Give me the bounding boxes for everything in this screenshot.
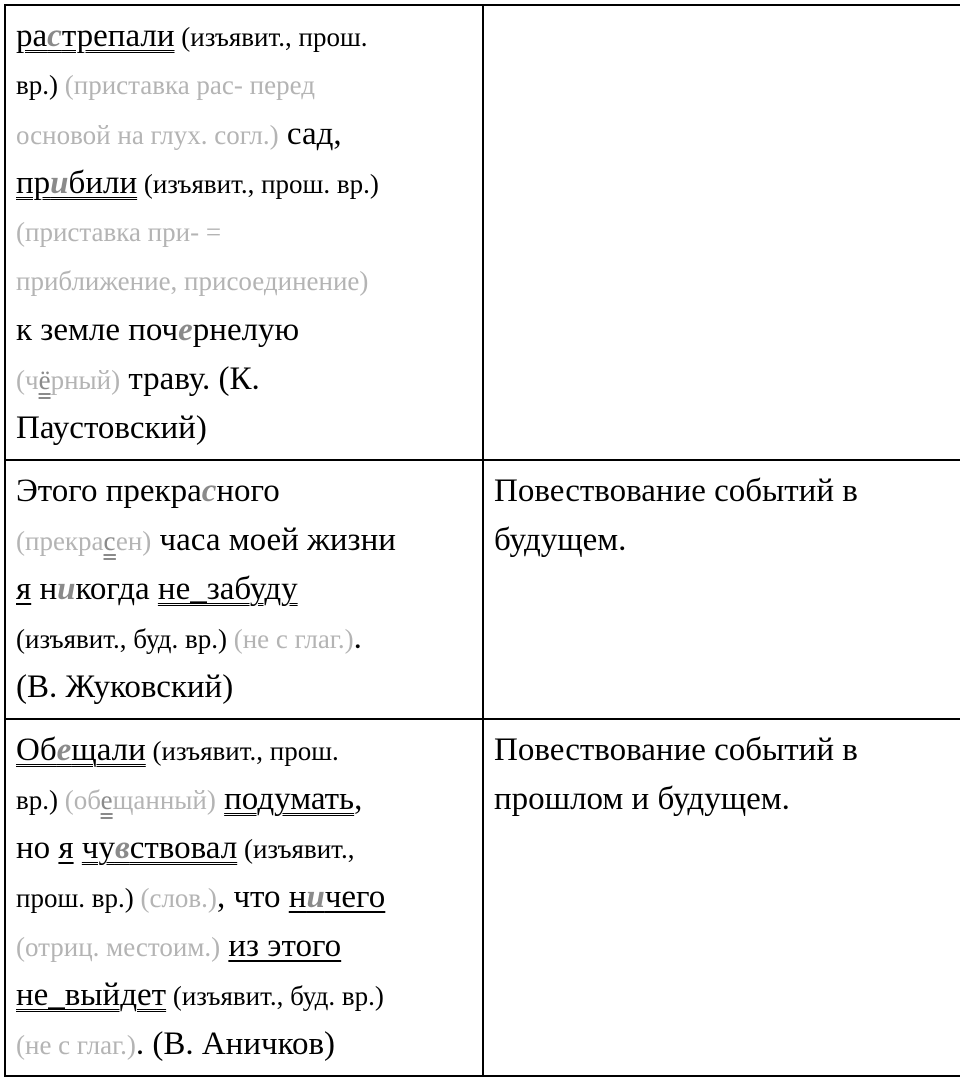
text-line: но я чувствовал (изъявит., — [16, 830, 355, 866]
predicate: подумать — [224, 781, 355, 817]
analysis-table — [4, 4, 960, 1077]
predicate: растрепали — [16, 18, 175, 54]
text-line: не_выйдет (изъявит., буд. вр.) — [16, 977, 384, 1013]
predicate: не_выйдет — [16, 977, 167, 1013]
text-line: Обещали (изъявит., прош. — [16, 732, 339, 768]
predicate: прибили — [16, 165, 138, 201]
table-row — [5, 5, 960, 460]
grammar-note: (приставка при- = — [16, 217, 222, 247]
text-line: прибили (изъявит., прош. вр.) — [16, 165, 379, 201]
description-cell — [483, 5, 960, 460]
text-line: растрепали (изъявит., прош. — [16, 18, 368, 54]
sentence-cell — [5, 460, 483, 719]
description-cell — [483, 719, 960, 1076]
description-text: Повествование событий в — [494, 732, 858, 768]
sentence-cell — [5, 5, 483, 460]
text-line: (чёрный) траву. (К. — [16, 361, 260, 397]
text-line: я никогда не_забуду — [16, 571, 298, 607]
text-line: (В. Жуковский) — [16, 669, 234, 705]
text-line — [16, 208, 472, 257]
text-line: Паустовский) — [16, 410, 207, 446]
predicate: Обещали — [16, 732, 146, 768]
description-cell — [483, 460, 960, 719]
description-text: будущем. — [494, 522, 627, 558]
description-text: прошлом и будущем. — [494, 781, 790, 817]
text-line: основой на глух. согл.) сад, — [16, 116, 342, 152]
text-line: (отриц. местоим.) из этого — [16, 928, 342, 964]
predicate: чувствовал — [81, 830, 238, 866]
text-line — [16, 257, 472, 306]
text-line: вр.) (приставка рас- перед — [16, 70, 315, 100]
text-line: вр.) (обещанный) подумать, — [16, 781, 363, 817]
text-line: к земле почернелую — [16, 312, 300, 348]
text-line: прош. вр.) (слов.), что ничего — [16, 879, 386, 915]
subject: я — [58, 830, 74, 866]
table-row — [5, 460, 960, 719]
grammar-note: основой на глух. согл.) — [16, 120, 279, 150]
grammar-note: приближение, присоединение) — [16, 266, 369, 296]
text-line: (изъявит., буд. вр.) (не с глаг.). — [16, 620, 362, 656]
text-line: (не с глаг.). (В. Аничков) — [16, 1026, 336, 1062]
description-text: Повествование событий в — [494, 473, 858, 509]
predicate: не_забуду — [157, 571, 298, 607]
object: из этого — [228, 928, 342, 964]
table-row — [5, 719, 960, 1076]
subject: я — [16, 571, 32, 607]
subject: ничего — [288, 879, 386, 915]
text-line: (прекрасен) часа моей жизни — [16, 522, 396, 558]
text-line: Этого прекрасного — [16, 473, 280, 509]
sentence-cell — [5, 719, 483, 1076]
grammar-note: (приставка рас- перед — [64, 70, 315, 100]
